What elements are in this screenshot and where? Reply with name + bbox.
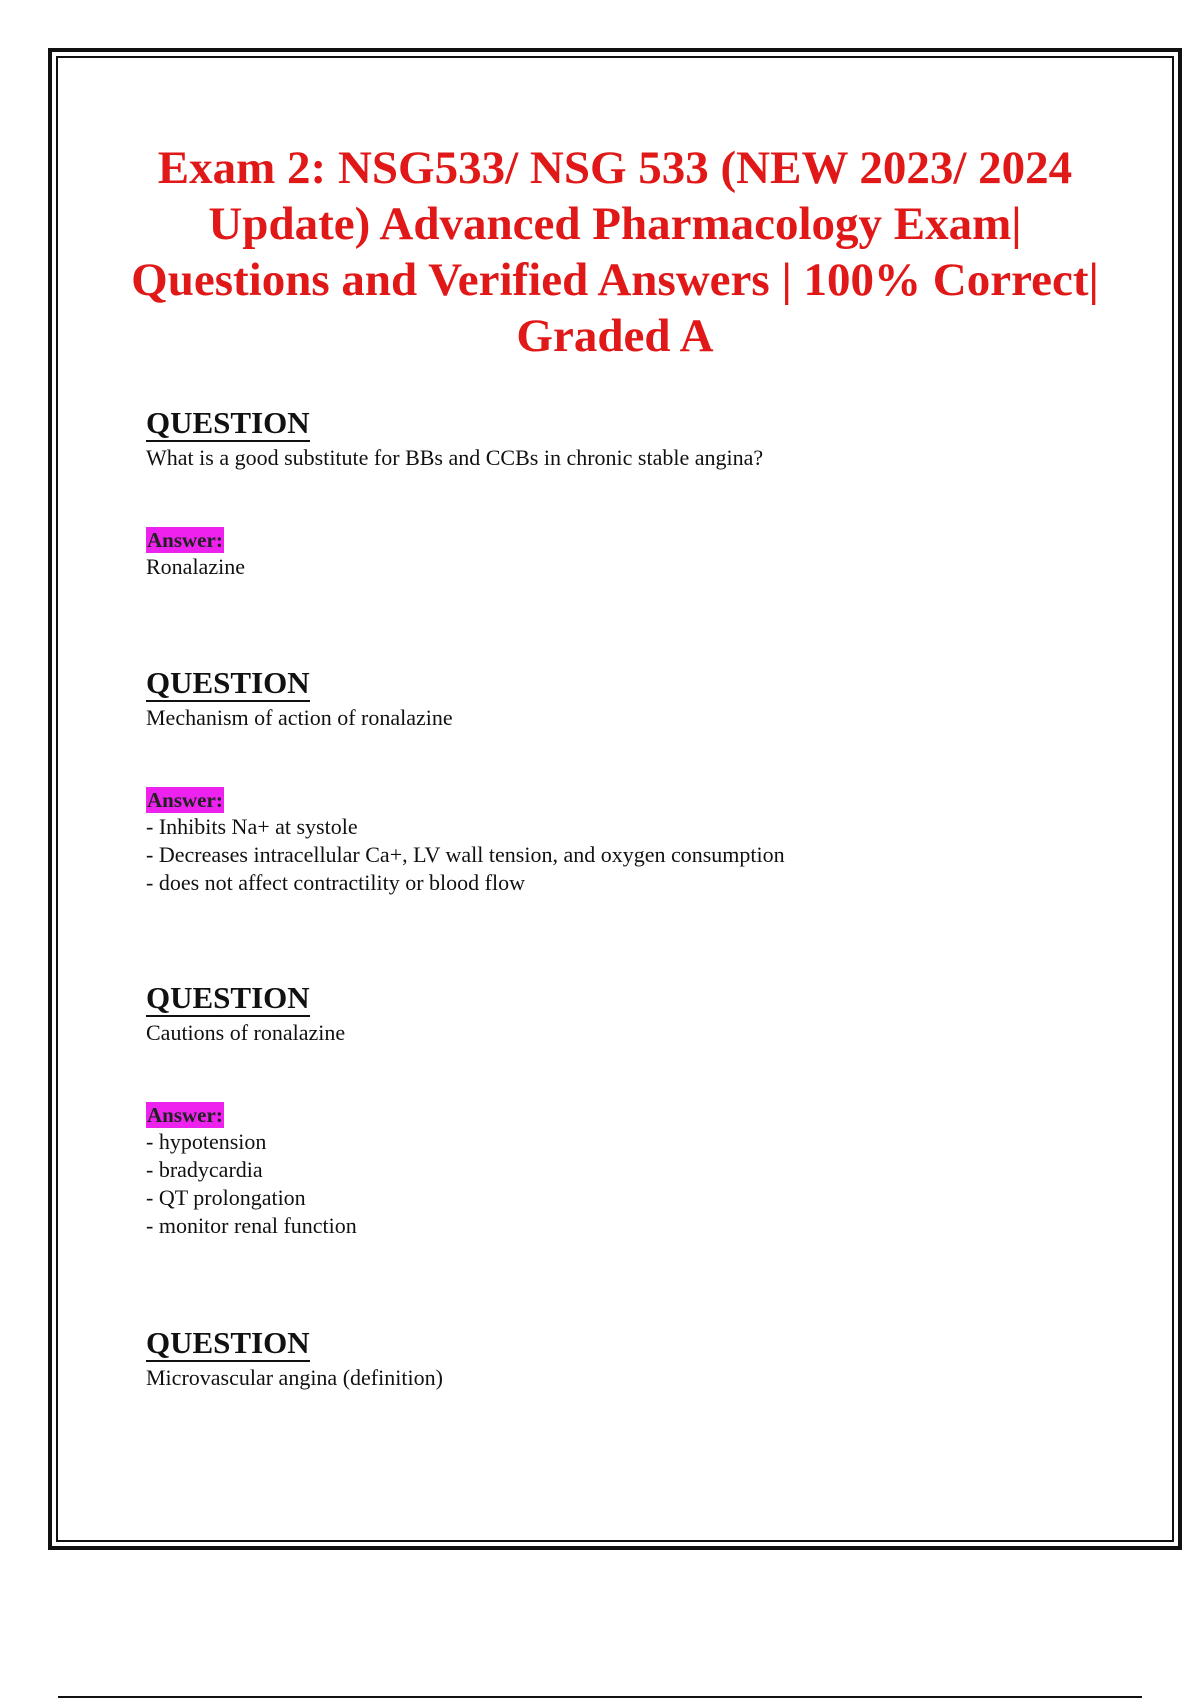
question-heading: QUESTION bbox=[146, 1325, 310, 1360]
question-text: What is a good substitute for BBs and CCBs in chronic stable angina? bbox=[146, 445, 764, 470]
question-heading: QUESTION bbox=[146, 980, 310, 1015]
question-block-2 bbox=[146, 666, 1106, 732]
question-text: Cautions of ronalazine bbox=[146, 1020, 346, 1045]
question-heading: QUESTION bbox=[146, 665, 310, 700]
question-block-1 bbox=[146, 406, 1106, 472]
answer-text bbox=[146, 813, 1106, 897]
answer-line: - does not affect contractility or blood flow bbox=[146, 870, 525, 895]
answer-line: - monitor renal function bbox=[146, 1213, 357, 1238]
answer-line: - QT prolongation bbox=[146, 1185, 306, 1210]
question-text: Mechanism of action of ronalazine bbox=[146, 705, 453, 730]
question-heading: QUESTION bbox=[146, 405, 310, 440]
footer-divider bbox=[58, 1696, 1142, 1698]
answer-line: - Decreases intracellular Ca+, LV wall tension, and oxygen consumption bbox=[146, 842, 785, 867]
answer-label: Answer: bbox=[147, 1103, 223, 1127]
answer-text bbox=[146, 553, 1106, 581]
question-text: Microvascular angina (definition) bbox=[146, 1365, 443, 1390]
answer-label: Answer: bbox=[147, 788, 223, 812]
document-title: Exam 2: NSG533/ NSG 533 (NEW 2023/ 2024 Update) Advanced Pharmacology Exam| Questions and Verified Answers | 100% Correct| Graded A bbox=[131, 142, 1099, 362]
answer-line: Ronalazine bbox=[146, 554, 245, 579]
answer-text bbox=[146, 1128, 1106, 1240]
answer-line: - Inhibits Na+ at systole bbox=[146, 814, 358, 839]
question-block-4 bbox=[146, 1326, 1106, 1392]
answer-line: - bradycardia bbox=[146, 1157, 263, 1182]
answer-label: Answer: bbox=[147, 528, 223, 552]
question-block-3 bbox=[146, 981, 1106, 1047]
answer-line: - hypotension bbox=[146, 1129, 267, 1154]
